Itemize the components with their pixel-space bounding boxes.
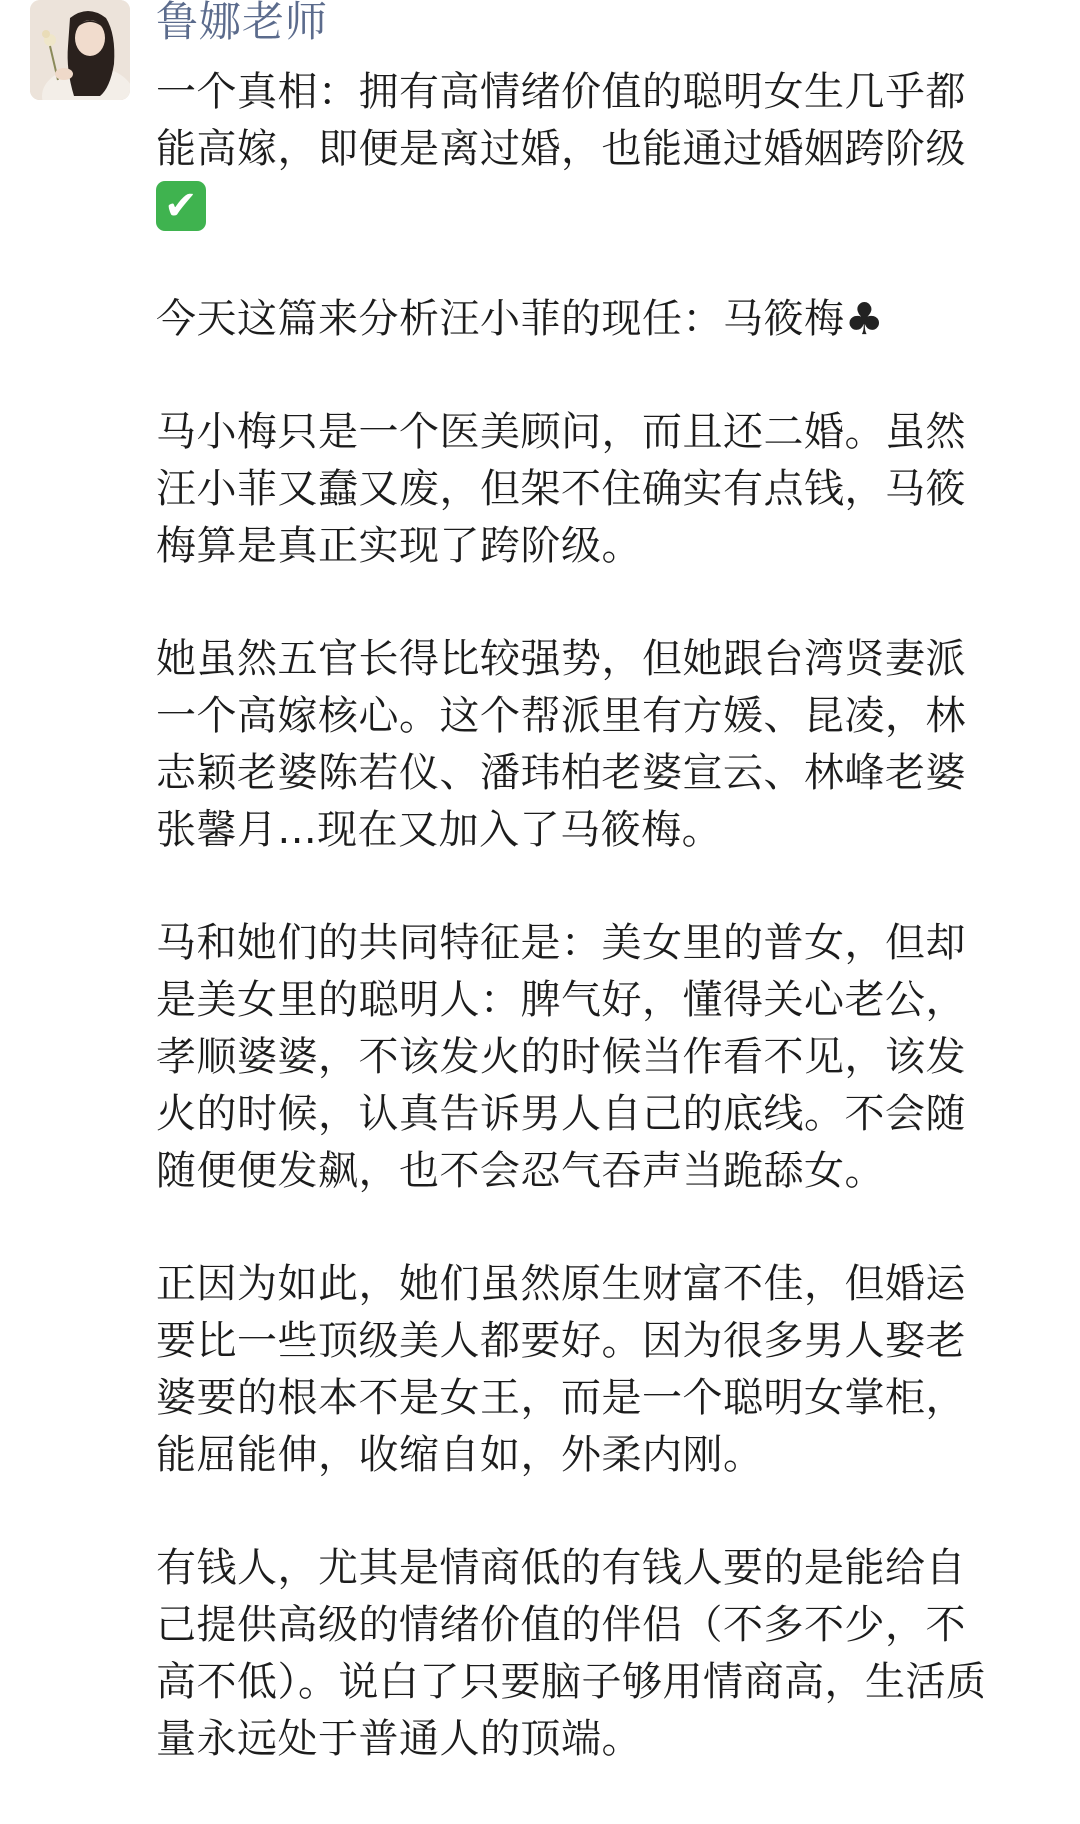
paragraph [156,915,1056,1200]
text-line: 汪小菲又蠢又废，但架不住确实有点钱，马筱 [156,466,966,512]
text-line: 孝顺婆婆，不该发火的时候当作看不见，该发 [156,1034,966,1080]
paragraph [156,404,1056,575]
post-body [156,64,1056,1824]
text-line [156,291,1056,348]
text-segment: 今天这篇来分析汪小菲的现任：马筱梅 [156,296,845,342]
profile-photo-icon [30,0,130,100]
text-line: 张馨月...现在又加入了马筱梅。 [156,807,723,853]
text-line: 正因为如此，她们虽然原生财富不佳，但婚运 [156,1261,966,1307]
text-line: 志颖老婆陈若仪、潘玮柏老婆宣云、林峰老婆 [156,750,966,796]
paragraph [156,1540,1056,1768]
text-line: 高不低）。说白了只要脑子够用情商高，生活质 [156,1659,987,1705]
paragraph [156,631,1056,859]
text-line: 梅算是真正实现了跨阶级。 [156,523,642,569]
text-line-emoji [156,178,1056,235]
paragraph [156,291,1056,348]
text-line: 一个真相：拥有高情绪价值的聪明女生几乎都 [156,69,966,115]
text-line: 马和她们的共同特征是：美女里的普女，但却 [156,920,966,966]
paragraph [156,1256,1056,1484]
paragraph [156,64,1056,235]
text-line: 马小梅只是一个医美顾问，而且还二婚。虽然 [156,409,966,455]
text-line: 能屈能伸，收缩自如，外柔内刚。 [156,1432,764,1478]
text-line: 婆要的根本不是女王，而是一个聪明女掌柜， [156,1375,966,1421]
text-line: 有钱人，尤其是情商低的有钱人要的是能给自 [156,1545,966,1591]
author-name[interactable]: 鲁娜老师 [156,0,329,46]
text-line: 量永远处于普通人的顶端。 [156,1716,642,1762]
text-line: 己提供高级的情绪价值的伴侣（不多不少，不 [156,1602,966,1648]
author-avatar[interactable] [30,0,130,100]
text-line: 随便便发飙，也不会忍气吞声当跪舔女。 [156,1148,885,1194]
check-mark-icon: ✔ [156,181,206,231]
text-line: 她虽然五官长得比较强势，但她跟台湾贤妻派 [156,636,966,682]
club-suit-icon: ♣ [844,294,885,345]
text-line: 要比一些顶级美人都要好。因为很多男人娶老 [156,1318,966,1364]
text-line: 能高嫁，即便是离过婚，也能通过婚姻跨阶级 [156,126,966,172]
text-line: 火的时候，认真告诉男人自己的底线。不会随 [156,1091,966,1137]
text-line: 是美女里的聪明人：脾气好，懂得关心老公， [156,977,966,1023]
text-line: 一个高嫁核心。这个帮派里有方媛、昆凌，林 [156,693,966,739]
